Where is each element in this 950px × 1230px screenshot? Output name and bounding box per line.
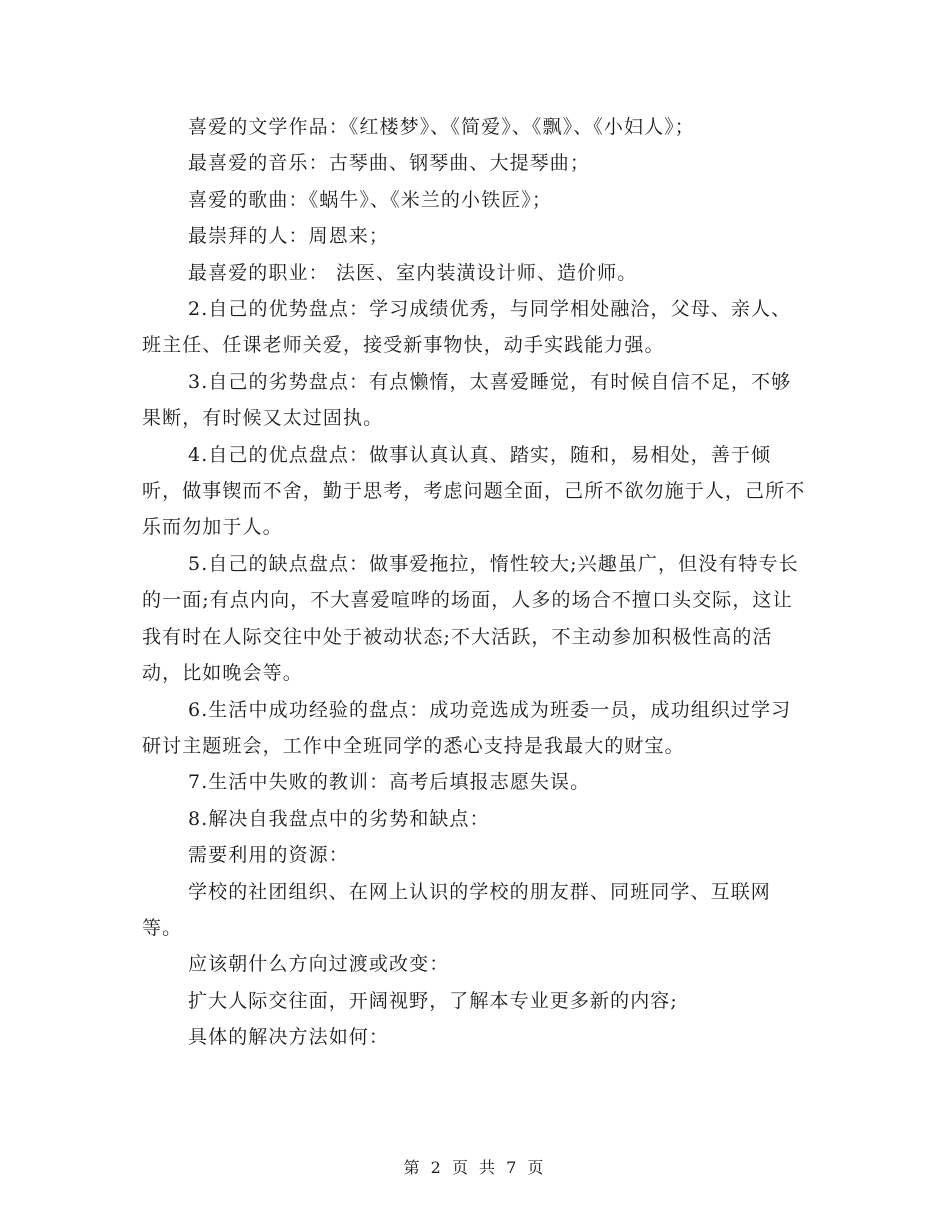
paragraph-strengths: 2.自己的优势盘点：学习成绩优秀，与同学相处融洽，父母、亲人、班主任、任课老师关爱，接受新事物快，动手实践能力强。 bbox=[142, 298, 792, 357]
paragraph-favorite-music: 最喜爱的音乐：古琴曲、钢琴曲、大提琴曲； bbox=[188, 152, 591, 175]
paragraph-weaknesses: 3.自己的劣势盘点：有点懒惰，太喜爱睡觉，有时候自信不足，不够果断，有时候又太过固执。 bbox=[142, 370, 792, 430]
page-number-footer: 第 2 页 共 7 页 bbox=[403, 1158, 547, 1177]
paragraph-success-experience: 6.生活中成功经验的盘点：成功竞选成为班委一员，成功组织过学习研讨主题班会，工作中全班同学的悉心支持是我最大的财宝。 bbox=[142, 698, 792, 757]
paragraph-merits: 4.自己的优点盘点：做事认真认真、踏实，随和，易相处，善于倾听，做事锲而不舍，勤于思考，考虑问题全面，己所不欲勿施于人，己所不乐而勿加于人。 bbox=[142, 443, 806, 539]
paragraph-favorite-careers: 最喜爱的职业： 法医、室内装潢设计师、造价师。 bbox=[188, 261, 638, 284]
paragraph-direction: 扩大人际交往面，开阔视野，了解本专业更多新的内容; bbox=[188, 989, 678, 1012]
document-body bbox=[142, 109, 810, 1056]
paragraph-favorite-songs: 喜爱的歌曲：《蜗牛》、《米兰的小铁匠》； bbox=[188, 188, 553, 211]
paragraph-shortcomings: 5.自己的缺点盘点：做事爱拖拉，惰性较大;兴趣虽广，但没有特专长的一面;有点内向，不大喜爱喧哗的场面，人多的场合不擅口头交际，这让我有时在人际交往中处于被动状态;不大活跃，不主动参加积极性高的活动，比如晚会等。 bbox=[142, 552, 799, 685]
paragraph-direction-heading: 应该朝什么方向过渡或改变： bbox=[188, 953, 450, 976]
paragraph-favorite-literature: 喜爱的文学作品：《红楼梦》、《简爱》、《飘》、《小妇人》； bbox=[188, 116, 695, 138]
paragraph-most-admired-person: 最崇拜的人：周恩来； bbox=[188, 225, 390, 248]
paragraph-methods-heading: 具体的解决方法如何： bbox=[188, 1026, 390, 1049]
paragraph-failure-lesson: 7.生活中失败的教训：高考后填报志愿失误。 bbox=[188, 771, 591, 794]
paragraph-resources: 学校的社团组织、在网上认识的学校的朋友群、同班同学、互联网等。 bbox=[142, 880, 771, 939]
paragraph-solutions-heading: 8.解决自我盘点中的劣势和缺点： bbox=[188, 807, 490, 830]
paragraph-resources-heading: 需要利用的资源： bbox=[188, 844, 349, 867]
